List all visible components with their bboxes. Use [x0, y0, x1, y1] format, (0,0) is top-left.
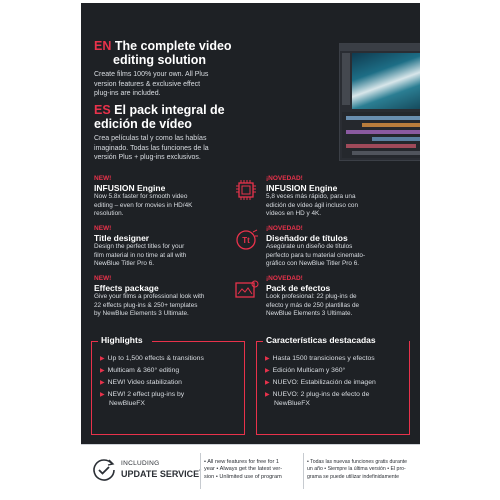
es-body-line: imaginado. Todas las funciones de la: [94, 144, 209, 152]
highlight-text: Multicam & 360° editing: [107, 367, 180, 374]
footer-divider: [303, 453, 304, 489]
en-lang-label: EN: [94, 39, 112, 53]
highlights-en-box: [91, 335, 245, 435]
screenshot-timeline: [342, 112, 420, 158]
new-badge: ¡NOVEDAD!: [266, 225, 303, 232]
highlights-en-heading: Highlights: [98, 335, 146, 345]
product-box-back: [81, 3, 420, 497]
update-service-text: UPDATE SERVICE: [121, 469, 200, 479]
screenshot-menubar: [340, 44, 420, 51]
footer-including: INCLUDING: [121, 460, 160, 467]
highlight-text: NUEVO: Estabilización de imagen: [272, 379, 376, 386]
new-badge: NEW!: [94, 225, 112, 232]
bullet-icon: ▶: [100, 392, 105, 398]
feature-title: Effects package: [94, 283, 159, 293]
feature-es-3: [266, 275, 416, 319]
footer-en-line: sion • Unlimited use of program: [204, 473, 282, 480]
feature-title: Pack de efectos: [266, 283, 331, 293]
feature-body-line: NewBlue Titler Pro 6.: [94, 260, 155, 267]
es-lang-label: ES: [94, 103, 111, 117]
en-title-line1: The complete video: [114, 39, 232, 53]
highlight-text: Up to 1,500 effects & transitions: [107, 355, 204, 362]
bullet-icon: ▶: [265, 368, 270, 374]
feature-body-line: resolution.: [94, 210, 124, 217]
highlight-text: Edición Multicam y 360°: [272, 367, 346, 374]
new-badge: NEW!: [94, 175, 112, 182]
feature-body-line: efecto y más de 250 plantillas de: [266, 301, 360, 309]
highlight-text: NUEVO: 2 plug-ins de efecto de: [272, 391, 370, 398]
update-check-icon: [91, 457, 117, 483]
new-badge: NEW!: [94, 275, 112, 282]
es-title: [94, 103, 225, 131]
footer-es-line: • Todas las nuevas funciones gratis durante: [307, 459, 408, 465]
highlight-item-continued: NewBlueFX: [109, 400, 145, 407]
es-body: [94, 134, 209, 163]
en-body-line: Create films 100% your own. All Plus: [94, 71, 209, 78]
feature-body-line: Design the perfect titles for your: [94, 243, 185, 250]
bullet-icon: ▶: [265, 380, 270, 386]
timeline-track: [362, 123, 420, 127]
highlight-text: Hasta 1500 transiciones y efectos: [272, 355, 375, 362]
en-body-line: version features & exclusive effect: [94, 80, 201, 88]
feature-body-line: vídeos en HD y 4K.: [266, 210, 322, 217]
screenshot-toolbar: [342, 53, 350, 105]
feature-body-line: Asegúrate un diseño de títulos: [266, 243, 353, 250]
title-designer-icon: [231, 228, 261, 252]
feature-en-1: [94, 175, 229, 219]
footer-update-service-label: [121, 469, 201, 479]
feature-body-line: Give your films a professional look with: [94, 293, 205, 300]
feature-body-line: 5,8 veces más rápido, para una: [266, 193, 356, 200]
highlight-item-continued: NewBlueFX: [274, 400, 310, 407]
screenshot-video-preview: [352, 53, 420, 109]
feature-en-3: [94, 275, 234, 319]
timeline-track: [346, 130, 420, 134]
feature-es-1: [266, 175, 416, 219]
feature-title: Title designer: [94, 233, 150, 243]
software-screenshot: [339, 43, 420, 161]
timeline-track: [372, 137, 420, 141]
highlights-es-box: [256, 335, 410, 435]
feature-body-line: Look profesional: 22 plug-ins de: [266, 293, 357, 300]
en-title: [94, 39, 232, 67]
es-title-line1: El pack integral de: [114, 103, 225, 117]
en-body: [94, 70, 208, 99]
highlight-item: [100, 378, 182, 388]
timeline-track: [346, 144, 416, 148]
es-body-line: versión Plus + plug-ins exclusivos.: [94, 154, 201, 162]
footer-es-line: grama se puede utilizar indefinidamente: [307, 473, 399, 480]
footer-es-text: [307, 459, 407, 481]
footer-en-text: [204, 459, 282, 481]
bullet-icon: ▶: [100, 356, 105, 362]
footer-update-service: [81, 444, 420, 497]
en-title-line2: editing solution: [113, 53, 207, 67]
feature-body-line: 22 effects plug-ins & 250+ templates: [94, 301, 198, 309]
highlight-item: [100, 366, 179, 376]
en-body-line: plug-ins are included.: [94, 90, 161, 98]
highlight-item: [100, 354, 204, 364]
footer-en-line: • All new features for free for 1: [204, 459, 280, 465]
feature-title: Diseñador de títulos: [266, 233, 348, 243]
feature-body-line: NewBlue Elements 3 Ultimate.: [266, 310, 353, 317]
timeline-track: [346, 116, 420, 120]
feature-es-2: [266, 225, 416, 269]
es-body-line: Crea películas tal y como las habías: [94, 135, 207, 142]
chip-icon: [231, 178, 261, 202]
feature-title: INFUSION Engine: [266, 183, 338, 193]
new-badge: ¡NOVEDAD!: [266, 275, 303, 282]
feature-body-line: by NewBlue Elements 3 Ultimate.: [94, 310, 189, 317]
feature-body-line: Now 5.8x faster for smooth video: [94, 193, 188, 200]
footer-es-line: un año • Siempre la última versión • El pro-: [307, 466, 406, 473]
bullet-icon: ▶: [100, 368, 105, 374]
highlight-item: [265, 378, 376, 388]
footer-divider: [200, 453, 201, 489]
feature-body-line: gráfico con NewBlue Titler Pro 6.: [266, 260, 360, 267]
bullet-icon: ▶: [265, 392, 270, 398]
highlight-item: [265, 354, 375, 364]
feature-en-2: [94, 225, 229, 269]
bullet-icon: ▶: [100, 380, 105, 386]
footer-en-line: year • Always get the latest ver-: [204, 466, 283, 473]
feature-title: INFUSION Engine: [94, 183, 166, 193]
new-badge: ¡NOVEDAD!: [266, 175, 303, 182]
feature-body-line: perfecto para tu material cinemato-: [266, 251, 366, 259]
es-title-line2: edición de vídeo: [94, 117, 192, 131]
highlights-es-heading: Características destacadas: [263, 335, 379, 345]
feature-body-line: editing – even for movies in HD/4K: [94, 201, 193, 209]
feature-body-line: edición de vídeo ágil incluso con: [266, 201, 359, 209]
highlight-text: NEW! Video stabilization: [107, 379, 182, 386]
bullet-icon: ▶: [265, 356, 270, 362]
feature-body-line: film material in no time at all with: [94, 251, 187, 259]
timeline-track: [352, 151, 420, 155]
effects-icon: [231, 278, 261, 302]
highlight-item: [265, 366, 345, 376]
highlight-text: NEW! 2 effect plug-ins by: [107, 391, 185, 398]
box-border: [152, 341, 244, 342]
svg-text:Tt: Tt: [242, 236, 250, 245]
